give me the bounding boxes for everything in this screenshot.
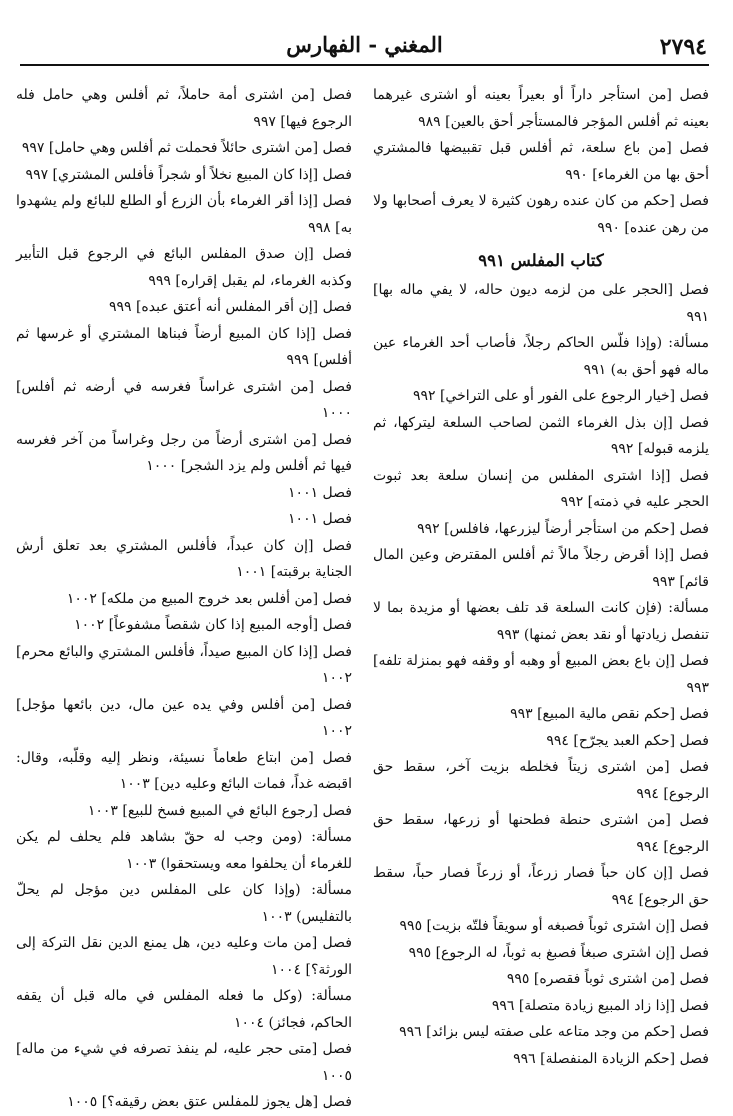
index-entry: فصل ١٠٠١: [288, 484, 352, 501]
index-entry: فصل [حكم الزيادة المنفصلة] ٩٩٦: [513, 1050, 709, 1067]
index-entry: فصل ١٠٠١: [288, 511, 352, 527]
index-entry: فصل [حكم من كان عنده رهون كثيرة لا يعرف أصحابها ولا من رهن عنده] ٩٩٠: [373, 193, 709, 236]
section-heading: كتاب المفلس ٩٩١: [478, 251, 604, 270]
index-column-right: [373, 82, 709, 1072]
index-entry: فصل [من اشترى أمة حاملاً، ثم أفلس وهي حامل فله الرجوع فيها] ٩٩٧: [16, 87, 352, 130]
index-entry: فصل [رجوع البائع في المبيع فسخ للبيع] ١٠٠٣: [87, 802, 352, 819]
index-entry: فصل [من مات وعليه دين، هل يمنع الدين نقل التركة إلى الورثة؟] ١٠٠٤: [16, 935, 352, 978]
index-entry: فصل [من اشترى أرضاً من رجل وغراساً من آخر فغرسه فيها ثم أفلس ولم يزد الشجر] ١٠٠٠: [16, 431, 352, 474]
index-entry: مسألة: (وإذا كان على المفلس دين مؤجل لم يحلّ بالتفليس) ١٠٠٣: [16, 882, 352, 925]
index-entry: فصل [أوجه المبيع إذا كان شقصاً مشفوعاً] ١٠٠٢: [74, 617, 352, 633]
index-entry: فصل [إذا اشترى المفلس من إنسان سلعة بعد ثبوت الحجر عليه في ذمته] ٩٩٢: [373, 467, 709, 510]
index-entry: فصل [إذا كان المبيع نخلاً أو شجراً فأفلس المشتري] ٩٩٧: [25, 166, 352, 183]
index-entry: مسألة: (ومن وجب له حقّ بشاهد فلم يحلف لم يكن للغرماء أن يحلفوا معه ويستحقوا) ١٠٠٣: [16, 829, 352, 872]
index-entry: فصل [من اشترى ثوباً فقصره] ٩٩٥: [506, 971, 709, 987]
index-entry: فصل [إذا أقرض رجلاً مالاً ثم أفلس المقترض وعين المال قائم] ٩٩٣: [373, 547, 709, 590]
index-entry: فصل [إن أقر المفلس أنه أعتق عبده] ٩٩٩: [108, 299, 352, 315]
index-entry: فصل [خيار الرجوع على الفور أو على التراخي] ٩٩٢: [412, 388, 709, 404]
index-entry: فصل [إن باع بعض المبيع أو وهبه أو وقفه فهو بمنزلة تلفه] ٩٩٣: [373, 653, 709, 696]
index-entry: فصل [من اشترى غراساً فغرسه في أرضه ثم أفلس] ١٠٠٠: [16, 378, 352, 421]
page-number: ٢٧٩٤: [659, 34, 707, 60]
index-entry: فصل [إن كان حباً فصار زرعاً، أو زرعاً فصار حباً، سقط حق الرجوع] ٩٩٤: [373, 865, 709, 908]
index-entry: فصل [إن اشترى ثوباً فصبغه أو سويقاً فلتّه بزيت] ٩٩٥: [399, 918, 709, 934]
index-entry: فصل [من ابتاع طعاماً نسيئة، ونظر إليه وقلّبه، وقال: اقبضه غداً، فمات البائع وعليه دين] ١٠٠٣: [16, 749, 352, 792]
index-entry: فصل [إن اشترى صبغاً فصبغ به ثوباً، له الرجوع] ٩٩٥: [408, 944, 709, 961]
running-title: المغني - الفهارس: [286, 32, 443, 57]
index-entry: فصل [هل يجوز للمفلس عتق بعض رقيقه؟] ١٠٠٥: [67, 1094, 352, 1110]
index-entry: فصل [الحجر على من لزمه ديون حاله، لا يفي ماله بها] ٩٩١: [373, 282, 709, 325]
index-entry: فصل [إذا زاد المبيع زيادة متصلة] ٩٩٦: [491, 997, 709, 1014]
index-entry: فصل [حكم نقص مالية المبيع] ٩٩٣: [510, 706, 709, 722]
index-entry: فصل [إن صدق المفلس البائع في الرجوع قبل التأبير وكذبه الغرماء، لم يقبل إقراره] ٩٩٩: [16, 246, 352, 289]
page-header: [20, 30, 709, 66]
index-entry: فصل [إذا كان المبيع أرضاً فبناها المشتري أو غرسها ثم أفلس] ٩٩٩: [16, 325, 352, 368]
index-entry: مسألة: (وكل ما فعله المفلس في ماله قبل أن يقفه الحاكم، فجائز) ١٠٠٤: [16, 988, 352, 1031]
index-entry: مسألة: (وإذا فلّس الحاكم رجلاً، فأصاب أحد الغرماء عين ماله فهو أحق به) ٩٩١: [373, 335, 709, 378]
index-entry: فصل [من اشترى زيتاً فخلطه بزيت آخر، سقط حق الرجوع] ٩٩٤: [373, 759, 709, 802]
index-entry: فصل [إذا أقر الغرماء بأن الزرع أو الطلع للبائع ولم يشهدوا به] ٩٩٨: [16, 193, 352, 236]
index-entry: فصل [حكم من استأجر أرضاً ليزرعها، فافلس] ٩٩٢: [417, 520, 709, 537]
index-entry: فصل [من أفلس وفي يده عين مال، دين بائعها مؤجل] ١٠٠٢: [16, 696, 352, 739]
index-entry: مسألة: (فإن كانت السلعة قد تلف بعضها أو مزيدة بما لا تنفصل زيادتها أو نقد بعض ثمنها) ٩٩٣: [373, 600, 709, 643]
index-column-left: [16, 82, 352, 1116]
index-entry: فصل [من أفلس بعد خروج المبيع من ملكه] ١٠٠٢: [66, 590, 352, 607]
index-entry: فصل [إن كان عبداً، فأفلس المشتري بعد تعلق أرش الجناية برقبته] ١٠٠١: [16, 537, 352, 580]
index-entry: فصل [متى حجر عليه، لم ينفذ تصرفه في شيء من ماله] ١٠٠٥: [16, 1041, 352, 1084]
index-entry: فصل [إن بذل الغرماء الثمن لصاحب السلعة ليتركها، ثم يلزمه قبوله] ٩٩٢: [373, 414, 709, 457]
index-entry: فصل [إذا كان المبيع صيداً، فأفلس المشتري والبائع محرم] ١٠٠٢: [16, 643, 352, 686]
index-entry: فصل [حكم من وجد متاعه على صفته ليس بزائد] ٩٩٦: [399, 1024, 709, 1040]
index-entry: فصل [حكم العبد يجرّح] ٩٩٤: [546, 732, 709, 749]
index-entry: فصل [من اشترى حائلاً فحملت ثم أفلس وهي حامل] ٩٩٧: [21, 140, 352, 156]
index-entry: فصل [من استأجر داراً أو بعيراً بعينه أو اشترى غيرهما بعينه ثم أفلس المؤجر فالمستأجر أحق بالعين] ٩٨٩: [373, 87, 709, 130]
index-entry: فصل [من اشترى حنطة فطحنها أو زرعها، سقط حق الرجوع] ٩٩٤: [373, 812, 709, 855]
index-entry: فصل [من باع سلعة، ثم أفلس قبل تقبيضها فالمشتري أحق بها من الغرماء] ٩٩٠: [373, 140, 709, 183]
